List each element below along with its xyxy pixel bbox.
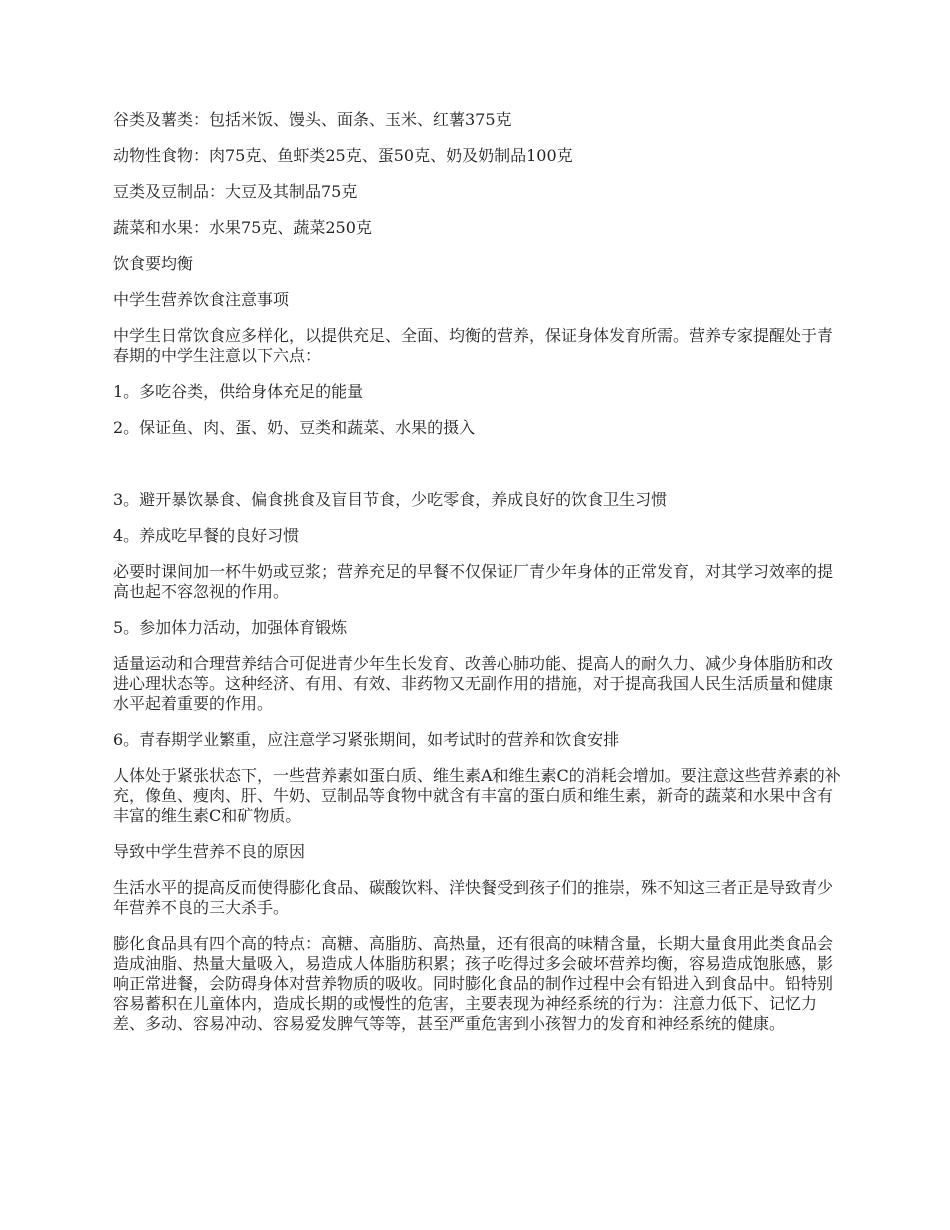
heading-balanced-diet: 饮食要均衡 xyxy=(113,254,194,273)
paragraph-breakfast: 必要时课间加一杯牛奶或豆浆；营养充足的早餐不仅保证厂青少年身体的正常发育，对其学习效率的提高也起不容忽视的作用。 xyxy=(113,562,834,601)
paragraph-vegetables-fruit: 蔬菜和水果：水果75克、蔬菜250克 xyxy=(113,218,372,237)
paragraph-beans: 豆类及豆制品：大豆及其制品75克 xyxy=(113,182,358,201)
heading-malnutrition-causes: 导致中学生营养不良的原因 xyxy=(113,842,306,861)
paragraph-stress-nutrition: 人体处于紧张状态下，一些营养素如蛋白质、维生素A和维生素C的消耗会增加。要注意这些营养素的补充，像鱼、瘦肉、肝、牛奶、豆制品等食物中就含有丰富的蛋白质和维生素，新奇的蔬菜和水果中含有丰富的维生素C和矿物质。 xyxy=(113,766,841,825)
paragraph-three-killers: 生活水平的提高反而使得膨化食品、碳酸饮料、洋快餐受到孩子们的推崇，殊不知这三者正是导致青少年营养不良的三大杀手。 xyxy=(113,878,834,917)
list-item-2: 2。保证鱼、肉、蛋、奶、豆类和蔬菜、水果的摄入 xyxy=(113,418,476,437)
list-item-4: 4。养成吃早餐的良好习惯 xyxy=(113,526,300,545)
document-page xyxy=(113,110,841,1050)
paragraph-intro: 中学生日常饮食应多样化，以提供充足、全面、均衡的营养，保证身体发育所需。营养专家提醒处于青春期的中学生注意以下六点： xyxy=(113,326,834,365)
paragraph-puffed-food: 膨化食品具有四个高的特点：高糖、高脂肪、高热量，还有很高的味精含量，长期大量食用此类食品会造成油脂、热量大量吸入，易造成人体脂肪积累；孩子吃得过多会破坏营养均衡，容易造成饱胀感，影响正常进餐，会防碍身体对营养物质的吸收。同时膨化食品的制作过程中会有铅进入到食品中。铅特别容易蓄积在儿童体内，造成长期的或慢性的危害，主要表现为神经系统的行为：注意力低下、记忆力差、多动、容易冲动、容易爱发脾气等等，甚至严重危害到小孩智力的发育和神经系统的健康。 xyxy=(113,934,834,1033)
paragraph-grains: 谷类及薯类：包括米饭、馒头、面条、玉米、红薯375克 xyxy=(113,110,512,129)
heading-diet-notes: 中学生营养饮食注意事项 xyxy=(113,290,290,309)
list-item-1: 1。多吃谷类，供给身体充足的能量 xyxy=(113,382,364,401)
list-item-3: 3。避开暴饮暴食、偏食挑食及盲目节食，少吃零食，养成良好的饮食卫生习惯 xyxy=(113,490,668,509)
paragraph-exercise: 适量运动和合理营养结合可促进青少年生长发育、改善心肺功能、提高人的耐久力、减少身体脂肪和改进心理状态等。这种经济、有用、有效、非药物又无副作用的措施，对于提高我国人民生活质量和健康水平起着重要的作用。 xyxy=(113,654,834,713)
paragraph-animal-food: 动物性食物：肉75克、鱼虾类25克、蛋50克、奶及奶制品100克 xyxy=(113,146,573,165)
list-item-5: 5。参加体力活动，加强体育锻炼 xyxy=(113,618,348,637)
list-item-6: 6。青春期学业繁重，应注意学习紧张期间，如考试时的营养和饮食安排 xyxy=(113,730,620,749)
